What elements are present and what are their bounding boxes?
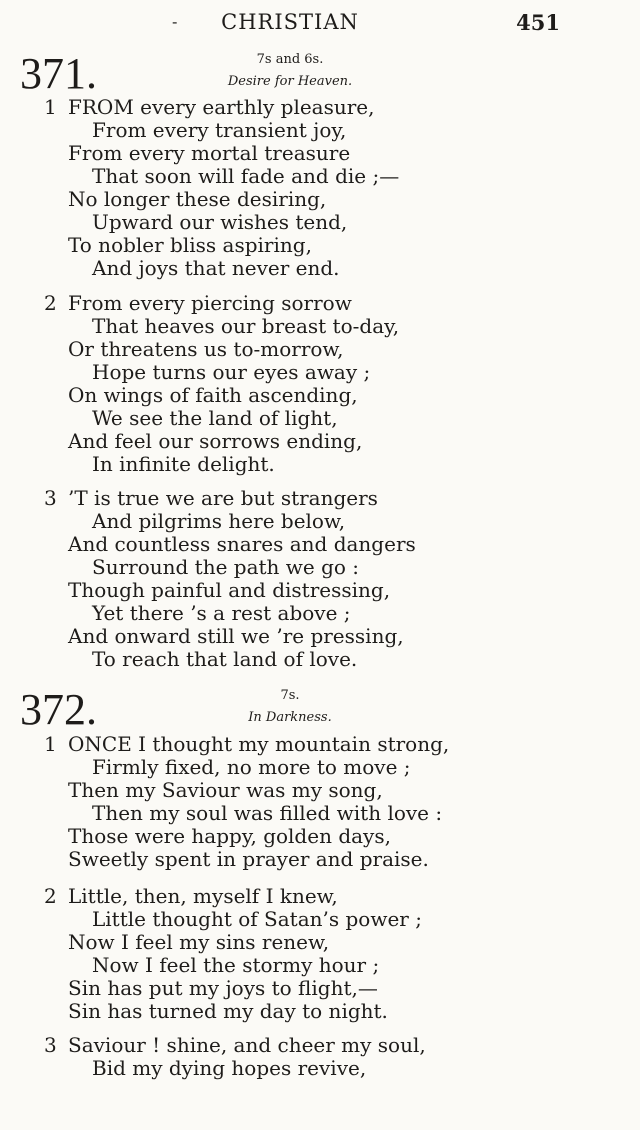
verse-line [0, 756, 640, 779]
verse-line [0, 885, 640, 908]
verse-line [0, 487, 640, 510]
verse-line [0, 802, 640, 825]
verse-text: On wings of faith ascending, [68, 383, 358, 407]
verse-line [0, 533, 640, 556]
verse-line [0, 165, 640, 188]
verse-line [0, 361, 640, 384]
verse-line [0, 977, 640, 1000]
verse-text: Firmly fixed, no more to move ; [92, 755, 411, 779]
verse-line [0, 142, 640, 165]
verse-text: From every mortal treasure [68, 141, 351, 165]
verse-text: To reach that land of love. [92, 647, 358, 671]
verse-text: Hope turns our eyes away ; [92, 360, 371, 384]
verse-text: And joys that never end. [92, 256, 340, 280]
verse-text: To nobler bliss aspiring, [68, 233, 312, 257]
verse-text: And pilgrims here below, [92, 509, 346, 533]
hymn-number: 372. [20, 685, 97, 734]
verse-text: That heaves our breast to-day, [92, 314, 400, 338]
hymn-number: 371. [20, 49, 97, 98]
verse-line [0, 292, 640, 315]
verse-text: And onward still we ’re pressing, [68, 624, 404, 648]
verse-line [0, 119, 640, 142]
verse-text: ’T is true we are but strangers [68, 486, 378, 510]
hymn-meter: 7s. [280, 688, 300, 703]
verse-line [0, 96, 640, 119]
verse-text: Yet there ’s a rest above ; [92, 601, 351, 625]
verse-text: Or threatens us to-morrow, [68, 337, 344, 361]
verse-line [0, 338, 640, 361]
verse-text: Upward our wishes tend, [92, 210, 348, 234]
hymn-subtitle: Desire for Heaven. [227, 74, 353, 89]
page-header [0, 8, 640, 38]
verse-line [0, 407, 640, 430]
verse-text: And countless snares and dangers [68, 532, 416, 556]
verse-text: Then my Saviour was my song, [68, 778, 383, 802]
verse-line [0, 257, 640, 280]
verse-line [0, 931, 640, 954]
verse-line [0, 453, 640, 476]
verse-text: No longer these desiring, [68, 187, 327, 211]
verse-text: Surround the path we go : [92, 555, 360, 579]
verse-text: FROM every earthly pleasure, [68, 95, 375, 119]
verse-text: Little, then, myself I knew, [68, 884, 338, 908]
header-mark: - [172, 12, 178, 31]
verse-text: Little thought of Satan’s power ; [92, 907, 422, 931]
stanza-number: 2 [44, 291, 57, 315]
page-number: 451 [516, 10, 560, 35]
verse-line [0, 579, 640, 602]
verse-text: Now I feel my sins renew, [68, 930, 330, 954]
verse-line [0, 954, 640, 977]
verse-line [0, 234, 640, 257]
verse-line [0, 1057, 640, 1080]
verse-text: Sin has put my joys to flight,— [68, 976, 378, 1000]
verse-text: Then my soul was filled with love : [92, 801, 443, 825]
verse-line [0, 848, 640, 871]
running-title: CHRISTIAN [221, 10, 359, 34]
stanza [0, 1034, 640, 1080]
stanza [0, 96, 640, 280]
verse-text: Saviour ! shine, and cheer my soul, [68, 1033, 426, 1057]
verse-text: And feel our sorrows ending, [68, 429, 363, 453]
verse-line [0, 510, 640, 533]
verse-text: Sin has turned my day to night. [68, 999, 388, 1023]
verse-line [0, 211, 640, 234]
hymn-subtitle: In Darkness. [248, 710, 332, 725]
verse-text: That soon will fade and die ;— [92, 164, 400, 188]
verse-text: We see the land of light, [92, 406, 338, 430]
verse-text: ONCE I thought my mountain strong, [68, 732, 450, 756]
verse-line [0, 556, 640, 579]
verse-line [0, 384, 640, 407]
verse-line [0, 1034, 640, 1057]
verse-text: Those were happy, golden days, [68, 824, 391, 848]
verse-line [0, 315, 640, 338]
verse-text: Sweetly spent in prayer and praise. [68, 847, 429, 871]
stanza-number: 3 [44, 1033, 57, 1057]
verse-line [0, 733, 640, 756]
stanza-number: 1 [44, 732, 57, 756]
verse-line [0, 188, 640, 211]
verse-text: From every piercing sorrow [68, 291, 352, 315]
stanza-number: 1 [44, 95, 57, 119]
stanza-number: 3 [44, 486, 57, 510]
hymn-meter: 7s and 6s. [256, 52, 324, 67]
stanza-number: 2 [44, 884, 57, 908]
stanza [0, 487, 640, 671]
verse-text: Though painful and distressing, [68, 578, 391, 602]
verse-line [0, 602, 640, 625]
verse-text: From every transient joy, [92, 118, 347, 142]
stanza [0, 885, 640, 1023]
verse-line [0, 908, 640, 931]
stanza [0, 733, 640, 871]
verse-line [0, 1000, 640, 1023]
verse-line [0, 825, 640, 848]
verse-text: Now I feel the stormy hour ; [92, 953, 380, 977]
verse-line [0, 625, 640, 648]
verse-line [0, 430, 640, 453]
stanza [0, 292, 640, 476]
verse-line [0, 779, 640, 802]
verse-line [0, 648, 640, 671]
verse-text: In infinite delight. [92, 452, 275, 476]
verse-text: Bid my dying hopes revive, [92, 1056, 367, 1080]
